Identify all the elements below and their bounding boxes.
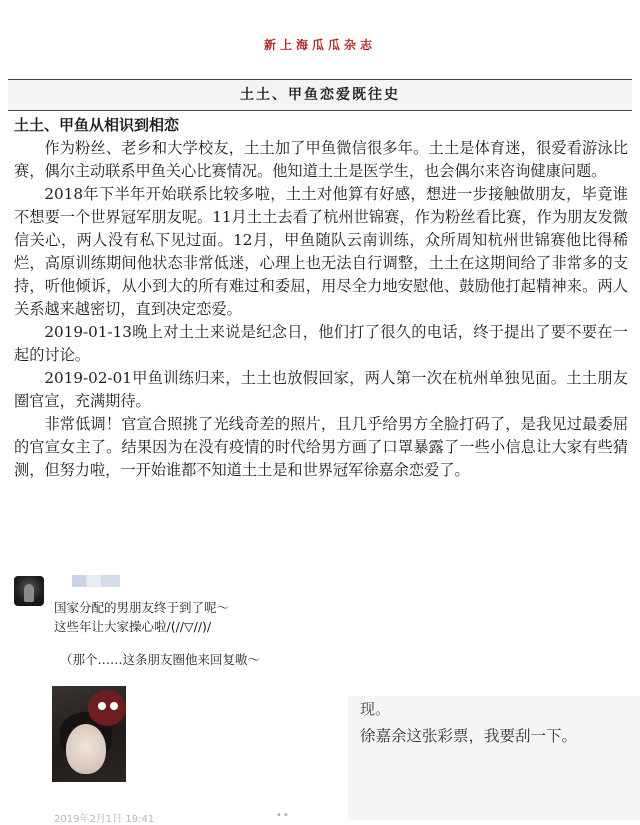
reply-partial-line: 现。 xyxy=(360,700,391,718)
post-timestamp: 2019年2月1日 19:41 xyxy=(54,814,155,825)
toy-eye xyxy=(110,702,118,710)
paragraph: 2018年下半年开始联系比较多啦，土土对他算有好感，想进一步接触做朋友，毕竟谁不想要一个世界冠军朋友呢。11月土土去看了杭州世锦赛，作为粉丝看比赛，作为朋友发微信关心，两人没有私下见过面。12月，甲鱼随队云南训练，众所周知杭州世锦赛他比得稀烂，高原训练期间他状态非常低迷，心理上也无法自行调整，土土在这期间给了非常多的支持，听他倾诉，从小到大的所有难过和委屈，用尽全力地安慰他、鼓励他打起精神来。两人关系越来越密切，直到决定恋爱。 xyxy=(14,185,628,318)
article-title: 土土、甲鱼恋爱既往史 xyxy=(240,87,400,103)
magazine-title: 新上海瓜瓜杂志 xyxy=(263,38,376,52)
post-text-line: 这些年让大家操心啦/(//▽//)/ xyxy=(54,619,212,634)
avatar-figure xyxy=(24,584,34,602)
username-obscured[interactable] xyxy=(72,575,120,587)
article-body xyxy=(14,114,628,482)
paragraph: 2019-02-01甲鱼训练归来，土土也放假回家，两人第一次在杭州单独见面。土土朋友圈官宣，充满期待。 xyxy=(14,369,628,410)
section-heading: 土土、甲鱼从相识到相恋 xyxy=(14,116,180,134)
paragraph: 非常低调！官宣合照挑了光线奇差的照片，且几乎给男方全脸打码了，是我见过最委屈的官宣女主了。结果因为在没有疫情的时代给男方画了口罩暴露了一些小信息让大家有些猜测，但努力啦，一开始谁都不知道土土是和世界冠军徐嘉余恋爱了。 xyxy=(14,415,628,479)
toy-eye xyxy=(98,702,106,710)
reply-text: 徐嘉余这张彩票，我要刮一下。 xyxy=(360,727,578,745)
post-text-line: （那个……这条朋友圈他来回复嗷～ xyxy=(60,652,261,667)
photo-toy xyxy=(88,690,126,726)
more-dots-icon[interactable]: •• xyxy=(276,810,290,821)
post-photo[interactable] xyxy=(52,686,126,782)
paragraph: 作为粉丝、老乡和大学校友，土土加了甲鱼微信很多年。土土是体育迷，很爱看游泳比赛，偶尔主动联系甲鱼关心比赛情况。他知道土土是医学生，也会偶尔来咨询健康问题。 xyxy=(14,139,628,180)
paragraph: 2019-01-13晚上对土土来说是纪念日，他们打了很久的电话，终于提出了要不要在一起的讨论。 xyxy=(14,323,628,364)
moments-post xyxy=(0,562,640,825)
avatar[interactable] xyxy=(14,576,44,606)
photo-face xyxy=(66,724,106,774)
reply-panel xyxy=(348,696,640,820)
article-header xyxy=(8,79,632,111)
post-text-line: 国家分配的男朋友终于到了呢～ xyxy=(54,600,230,615)
